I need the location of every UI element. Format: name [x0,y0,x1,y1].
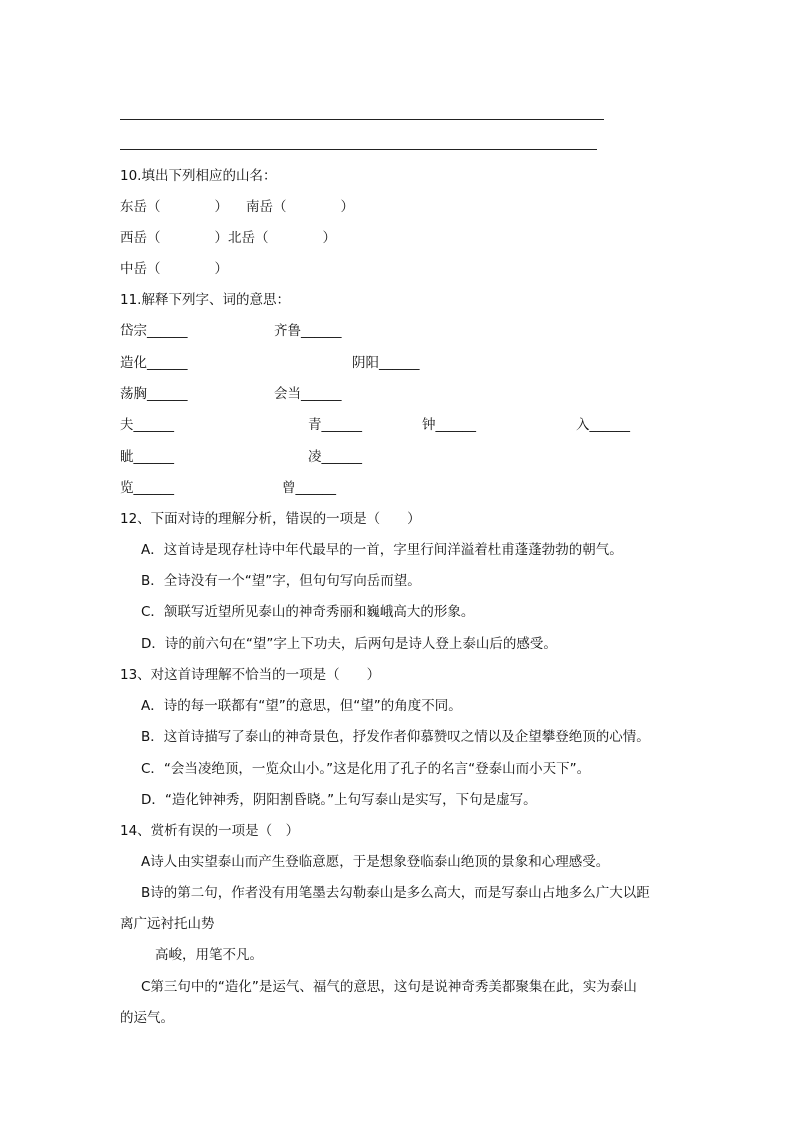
question-12-title: 12、下面对诗的理解分析，错误的一项是（ ） [120,511,421,527]
question-12-option-b: B．全诗没有一个“望”字，但句句写向岳而望。 [141,573,421,589]
word-dangxiong: 荡胸______ [120,386,188,402]
word-lan: 览______ [120,480,174,496]
question-14-option-b-line2: 离广远衬托山势 [120,916,215,932]
question-14-option-c-line2: 的运气。 [120,1010,174,1026]
question-13-title: 13、对这首诗理解不恰当的一项是（ ） [120,667,381,683]
question-14-option-a: A诗人由实望泰山而产生登临意愿，于是想象登临泰山绝顶的景象和心理感受。 [141,854,610,870]
word-ru: 入______ [576,417,630,433]
question-14-option-b-line1: B诗的第二句，作者没有用笔墨去勾勒泰山是多么高大，而是写泰山占地多么广大以距 [141,885,650,901]
answer-line-1 [120,119,604,120]
question-12-option-c: C．颔联写近望所见泰山的神奇秀丽和巍峨高大的形象。 [141,604,475,620]
word-huidang: 会当______ [274,386,342,402]
word-ceng: 曾______ [282,480,336,496]
question-13-option-d: D．“造化钟神秀，阴阳割昏晓。”上句写泰山是实写，下句是虚写。 [141,792,537,808]
word-zaohua: 造化______ [120,355,188,371]
question-14-option-b-line3: 高峻，用笔不凡。 [155,947,263,963]
word-yinyang: 阴阳______ [352,355,420,371]
question-10-xiyue-beiyue: 西岳（ ）北岳（ ） [120,230,336,246]
question-13-option-a: A．诗的每一联都有“望”的意思，但“望”的角度不同。 [141,698,462,714]
question-12-option-d: D．诗的前六句在“望”字上下功夫，后两句是诗人登上泰山后的感受。 [141,636,557,652]
answer-line-2 [120,149,597,150]
question-14-option-c-line1: C第三句中的“造化”是运气、福气的意思，这句是说神奇秀美都聚集在此，实为泰山 [141,979,637,995]
word-daizong: 岱宗______ [120,323,188,339]
question-10-dongyue: 东岳（ ） [120,199,228,215]
word-zi: 眦______ [120,449,174,465]
question-10-zhongyue: 中岳（ ） [120,261,228,277]
question-13-option-c: C．“会当凌绝顶，一览众山小。”这是化用了孔子的名言“登泰山而小天下”。 [141,761,591,777]
word-fu: 夫______ [120,417,174,433]
question-13-option-b: B．这首诗描写了泰山的神奇景色，抒发作者仰慕赞叹之情以及企望攀登绝顶的心情。 [141,729,650,745]
question-11-title: 11.解释下列字、词的意思： [120,292,290,308]
word-qilu: 齐鲁______ [274,323,342,339]
question-10-nanyue: 南岳（ ） [246,199,354,215]
word-ling: 凌______ [308,449,362,465]
word-qing: 青______ [308,417,362,433]
question-14-title: 14、赏析有误的一项是（ ） [120,823,300,839]
word-zhong: 钟______ [422,417,476,433]
question-12-option-a: A．这首诗是现存杜诗中年代最早的一首，字里行间洋溢着杜甫蓬蓬勃勃的朝气。 [141,542,623,558]
question-10-title: 10.填出下列相应的山名： [120,168,277,184]
